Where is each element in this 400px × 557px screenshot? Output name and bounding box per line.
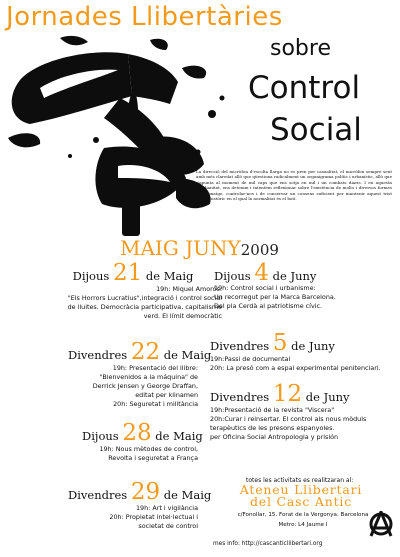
- event-day-label: Divendres: [210, 339, 273, 353]
- title-control: Control: [248, 70, 361, 106]
- event-date: [82, 420, 222, 446]
- venue-name-line: Ateneu Llibertari: [239, 482, 363, 497]
- event-line: 20h: Seguretat i militància: [113, 400, 198, 408]
- event-day-label: Dijous: [72, 269, 113, 283]
- title-sobre: sobre: [270, 36, 331, 61]
- event-21-maig: [60, 260, 206, 286]
- months-heading: [120, 236, 279, 260]
- event-line: 19h:Presentació de la revista "Viscera": [210, 406, 335, 414]
- event-line: de lluites. Democràcia participativa, capitalisme: [67, 303, 222, 311]
- event-day-number: 29: [130, 479, 161, 505]
- event-date: [68, 479, 214, 505]
- event-5-juny: [210, 330, 396, 373]
- event-day-label: Divendres: [210, 390, 273, 404]
- event-line: "Els Horrors Lucratius",integració i control social: [67, 294, 222, 302]
- event-line: 19h: Presentació del llibre:: [112, 364, 198, 372]
- event-day-label: Divendres: [68, 488, 131, 502]
- event-line: Derrick Jensen y George Draffan,: [92, 382, 198, 390]
- event-line: Del pla Cerdà al patriotisme cívic.: [214, 302, 323, 310]
- event-21-details: [50, 285, 222, 321]
- venue-note: totes les activitats es realitzaran al:: [246, 477, 354, 484]
- event-day-label: Dijous: [214, 269, 255, 283]
- event-day-label: Divendres: [68, 348, 131, 362]
- intro-paragraph: La direcció del micròfon d'escolta llarga no es pren per casualitat, el micròfon sempre sent amb més claredat allò que qüestiona radicalment un organigrama polític i urbanístic, allò que s'apunta al moment de mil caps que ens sotja en mil i un combats diaris. I en aquesta cotidianitat, ens detenim i intentem reflexionar sobre l'existència de molts i diversos formes d'espionatge, controlar-nos i de conservar un consens suficient per mantenir aquest trist impàs històric en el qual la normalitat és el botí.: [196, 169, 392, 202]
- event-line: societat de control: [138, 522, 198, 530]
- venue-address: c/Fonollar, 15. Forat de la Vergonya. Barcelona: [237, 512, 369, 518]
- event-29-details: [60, 504, 198, 531]
- event-day-number: 28: [122, 420, 152, 446]
- event-line: 19h: Control social i urbanisme:: [214, 284, 316, 292]
- event-12-details: [210, 406, 396, 442]
- event-date: [214, 260, 394, 286]
- event-line: "Bienvenidos a la máquina" de: [99, 373, 198, 381]
- event-line: verd. El límit democràtic: [143, 312, 222, 320]
- venue-metro: Metro: L4 Jaume I: [278, 521, 328, 528]
- event-date: [210, 381, 396, 407]
- event-day-number: 21: [112, 260, 143, 286]
- event-line: 19h: Nous mètodes de control,: [99, 445, 198, 453]
- event-month-label: de Juny: [269, 269, 317, 283]
- event-month-label: de Juny: [302, 390, 350, 404]
- event-line: 19h: Miquel Amorós:: [156, 285, 222, 293]
- event-line: terapèutics de les presons espanyoles.: [210, 424, 335, 432]
- event-28-maig: [82, 420, 222, 446]
- event-line: 19h:Passi de documental: [210, 355, 291, 363]
- event-month-label: de Maig: [160, 348, 212, 362]
- venue-address-block: [220, 511, 386, 530]
- anarchy-icon: [368, 511, 394, 537]
- event-28-details: [60, 445, 198, 463]
- event-month-label: de Maig: [160, 488, 212, 502]
- event-line: 19h: Art i vigilància: [135, 504, 198, 512]
- event-month-label: de Maig: [151, 429, 203, 443]
- event-line: 20h: La presó com a espai experimental penitenciari.: [210, 364, 381, 372]
- event-line: per Oficina Social Antropologia y prisión: [210, 433, 339, 441]
- event-line: editat per klinamen: [135, 391, 198, 399]
- event-22-details: [60, 364, 198, 409]
- event-29-maig: [68, 479, 214, 505]
- event-month-label: de Maig: [142, 269, 194, 283]
- event-day-number: 5: [272, 330, 288, 356]
- event-date: [68, 339, 214, 365]
- event-day-number: 22: [130, 339, 161, 365]
- event-date: [210, 330, 396, 356]
- months-year: 2009: [240, 241, 279, 259]
- title-social: Social: [270, 112, 362, 148]
- megaphone-illustration: [0, 28, 250, 236]
- event-22-maig: [68, 339, 214, 365]
- poster-title: Jornades Llibertàries: [6, 2, 283, 32]
- event-5-details: [210, 355, 396, 373]
- venue-name-line: del Casc Antic: [249, 494, 353, 509]
- more-info-link[interactable]: mes info: http://cascanticllibertari.org: [213, 541, 323, 547]
- event-4-details: [214, 284, 394, 311]
- event-month-label: de Juny: [287, 339, 335, 353]
- event-line: Revolta i seguretat a França: [108, 454, 198, 462]
- event-line: 20h: Propietat intel·lectual i: [109, 513, 198, 521]
- event-4-juny: [214, 260, 394, 311]
- event-day-label: Dijous: [82, 429, 123, 443]
- event-line: 20h:Curar i reinsertar. El control als nous mòduls: [210, 415, 367, 423]
- months-label: MAIG JUNY: [120, 236, 241, 260]
- event-line: Un recorregut per la Marca Barcelona.: [214, 293, 336, 301]
- event-day-number: 12: [272, 381, 303, 407]
- event-12-juny: [210, 381, 396, 442]
- venue-name: [218, 484, 384, 508]
- event-date: [60, 260, 206, 286]
- event-day-number: 4: [254, 260, 269, 286]
